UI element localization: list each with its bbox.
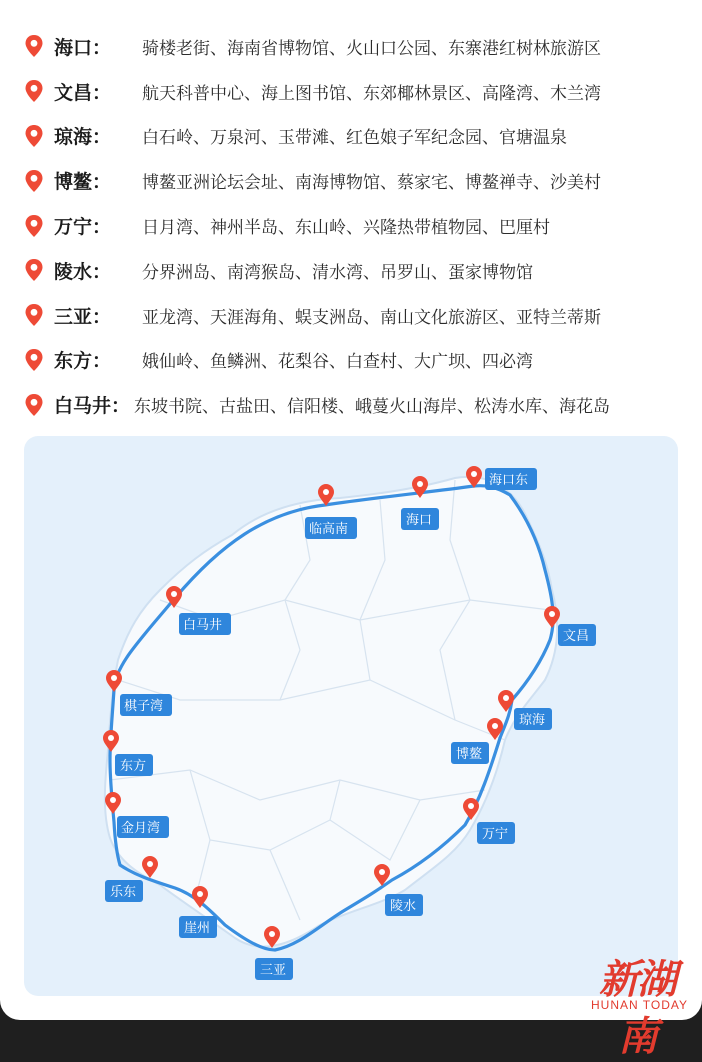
location-pin-icon: [24, 34, 44, 58]
station-label: 乐东: [110, 885, 136, 900]
location-pin-icon: [24, 79, 44, 103]
city-name: 陵水：: [54, 257, 130, 284]
city-spots: 东坡书院、古盐田、信阳楼、峨蔓火山海岸、松涛水库、海花岛: [134, 392, 610, 417]
station-label: 海口东: [489, 473, 528, 488]
station-label: 白马井: [183, 617, 222, 633]
list-item: [24, 24, 684, 69]
attraction-list: [24, 24, 684, 427]
location-pin-icon: [24, 258, 44, 282]
list-item: [24, 248, 684, 293]
city-name: 博鳌：: [54, 167, 130, 194]
list-item: [24, 338, 684, 383]
city-name: 琼海：: [54, 122, 130, 149]
location-pin-icon: [24, 348, 44, 372]
city-name: 文昌：: [54, 78, 130, 105]
station-label: 博鳌: [456, 746, 482, 762]
city-spots: 博鳌亚洲论坛会址、南海博物馆、蔡家宅、博鳌禅寺、沙美村: [142, 168, 601, 193]
city-name: 三亚：: [54, 302, 130, 329]
station-label: 临高南: [309, 521, 348, 537]
station-label: 棋子湾: [124, 698, 163, 714]
location-pin-icon: [24, 214, 44, 238]
station-label: 海口: [406, 513, 432, 528]
station-label: 万宁: [482, 827, 508, 842]
list-item: [24, 293, 684, 338]
city-spots: 娥仙岭、鱼鳞洲、花梨谷、白查村、大广坝、四必湾: [142, 347, 533, 372]
list-item: [24, 382, 684, 427]
city-name: 东方：: [54, 346, 130, 373]
hainan-island: [105, 477, 557, 947]
city-spots: 白石岭、万泉河、玉带滩、红色娘子军纪念园、官塘温泉: [142, 123, 567, 148]
city-name: 万宁：: [54, 212, 130, 239]
list-item: [24, 114, 684, 159]
station-label: 三亚: [260, 963, 286, 978]
city-spots: 分界洲岛、南湾猴岛、清水湾、吊罗山、蛋家博物馆: [142, 258, 533, 283]
railway-map: [24, 436, 678, 996]
list-item: [24, 69, 684, 114]
station-label: 金月湾: [121, 820, 160, 836]
map-svg: [24, 436, 678, 996]
city-spots: 日月湾、神州半岛、东山岭、兴隆热带植物园、巴厘村: [142, 213, 550, 238]
location-pin-icon: [24, 169, 44, 193]
station-label: 崖州: [184, 920, 210, 936]
city-name: 海口：: [54, 33, 130, 60]
station-label: 文昌: [563, 629, 589, 644]
city-name: 白马井：: [54, 391, 130, 418]
station-label: 东方: [120, 759, 146, 774]
location-pin-icon: [24, 124, 44, 148]
station-label: 陵水: [390, 898, 416, 914]
city-spots: 骑楼老街、海南省博物馆、火山口公园、东寨港红树林旅游区: [142, 34, 601, 59]
logo-en: HUNAN TODAY: [591, 998, 688, 1012]
city-spots: 亚龙湾、天涯海角、蜈支洲岛、南山文化旅游区、亚特兰蒂斯: [142, 303, 601, 328]
logo-cn: 新湖: [582, 948, 692, 1062]
station-label: 琼海: [519, 713, 545, 728]
list-item: [24, 203, 684, 248]
city-spots: 航天科普中心、海上图书馆、东郊椰林景区、高隆湾、木兰湾: [142, 79, 601, 104]
hunan-today-logo: [582, 948, 692, 1014]
location-pin-icon: [24, 303, 44, 327]
location-pin-icon: [24, 393, 44, 417]
list-item: [24, 158, 684, 203]
